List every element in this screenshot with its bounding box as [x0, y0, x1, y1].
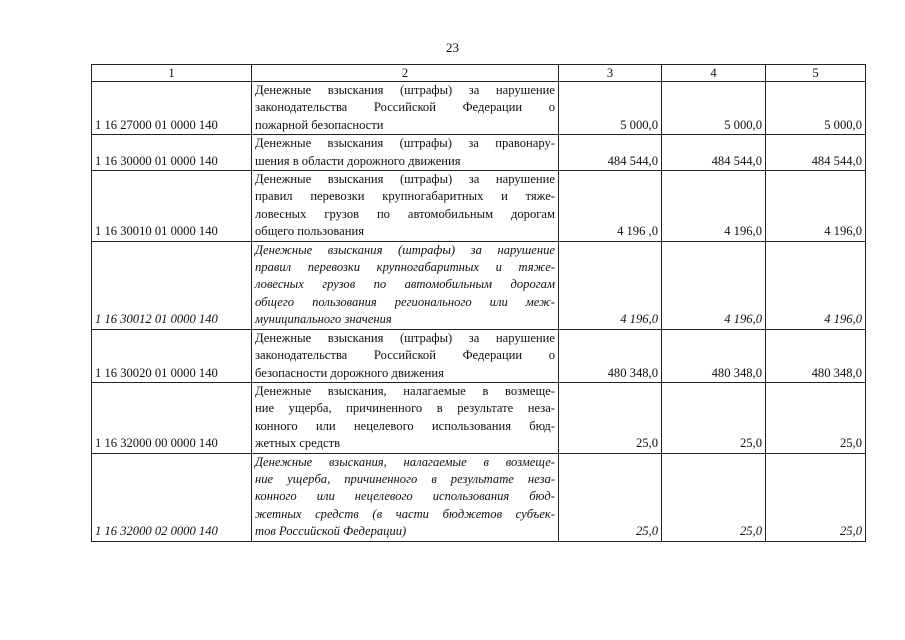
description-cell — [252, 241, 559, 329]
table-row — [92, 329, 866, 382]
description-line: правил перевозки крупногабаритных и тяже- — [255, 260, 555, 275]
description-line: Денежные взыскания, налагаемые в возмеще- — [255, 454, 555, 469]
amount-cell: 5 000,0 — [559, 82, 662, 135]
amount-cell: 4 196,0 — [766, 171, 866, 242]
budget-code-cell: 1 16 30000 01 0000 140 — [92, 135, 252, 171]
description-cell — [252, 329, 559, 382]
amount-cell: 480 348,0 — [559, 329, 662, 382]
table-row — [92, 82, 866, 135]
amount-cell: 4 196,0 — [559, 241, 662, 329]
amount-cell: 4 196,0 — [662, 241, 766, 329]
table-row — [92, 241, 866, 329]
budget-code-cell: 1 16 30010 01 0000 140 — [92, 171, 252, 242]
description-line: общего пользования — [255, 224, 365, 239]
column-header: 1 — [92, 65, 252, 82]
table-row — [92, 171, 866, 242]
amount-cell: 484 544,0 — [766, 135, 866, 171]
table-body — [92, 82, 866, 542]
column-header: 3 — [559, 65, 662, 82]
description-line: законодательства Российской Федерации о — [255, 348, 555, 363]
description-line: шения в области дорожного движения — [255, 153, 461, 168]
amount-cell: 484 544,0 — [662, 135, 766, 171]
description-line: муниципального значения — [255, 312, 392, 327]
description-line: ние ущерба, причиненного в результате неза- — [255, 401, 555, 416]
description-line: Денежные взыскания (штрафы) за нарушение — [255, 330, 555, 345]
budget-code-cell: 1 16 32000 00 0000 140 — [92, 382, 252, 453]
description-line: Денежные взыскания, налагаемые в возмеще- — [255, 383, 555, 398]
amount-cell: 5 000,0 — [662, 82, 766, 135]
table-row — [92, 453, 866, 541]
description-cell — [252, 171, 559, 242]
description-line: Денежные взыскания (штрафы) за нарушение — [255, 242, 555, 257]
budget-code-cell: 1 16 27000 01 0000 140 — [92, 82, 252, 135]
amount-cell: 480 348,0 — [662, 329, 766, 382]
description-line: конного или нецелевого использования бюд- — [255, 489, 555, 504]
description-line: законодательства Российской Федерации о — [255, 100, 555, 115]
description-line: правил перевозки крупногабаритных и тяже- — [255, 189, 555, 204]
amount-cell: 25,0 — [559, 382, 662, 453]
description-line: тов Российской Федерации) — [255, 524, 407, 539]
description-line: конного или нецелевого использования бюд- — [255, 418, 555, 433]
table-row — [92, 135, 866, 171]
amount-cell: 25,0 — [662, 382, 766, 453]
budget-code-cell: 1 16 32000 02 0000 140 — [92, 453, 252, 541]
column-header: 5 — [766, 65, 866, 82]
page-number: 23 — [446, 40, 459, 55]
description-line: жетных средств (в части бюджетов субъек- — [255, 506, 555, 521]
amount-cell: 4 196,0 — [662, 171, 766, 242]
amount-cell: 480 348,0 — [766, 329, 866, 382]
description-line: жетных средств — [255, 436, 341, 451]
budget-code-cell: 1 16 30020 01 0000 140 — [92, 329, 252, 382]
amount-cell: 4 196,0 — [766, 241, 866, 329]
description-cell — [252, 135, 559, 171]
budget-table — [91, 64, 866, 542]
table-header-row — [92, 65, 866, 82]
description-line: пожарной безопасности — [255, 117, 384, 132]
description-cell — [252, 382, 559, 453]
description-line: Денежные взыскания (штрафы) за нарушение — [255, 83, 555, 97]
description-line: Денежные взыскания (штрафы) за нарушение — [255, 172, 555, 187]
column-header: 2 — [252, 65, 559, 82]
amount-cell: 484 544,0 — [559, 135, 662, 171]
amount-cell: 5 000,0 — [766, 82, 866, 135]
description-line: общего пользования регионального или меж- — [255, 294, 555, 309]
table-row — [92, 382, 866, 453]
description-cell — [252, 453, 559, 541]
description-line: ловесных грузов по автомобильным дорогам — [255, 277, 555, 292]
description-line: Денежные взыскания (штрафы) за правонару- — [255, 136, 555, 151]
description-line: ловесных грузов по автомобильным дорогам — [255, 206, 555, 221]
description-line: ние ущерба, причиненного в результате неза- — [255, 471, 555, 486]
column-header: 4 — [662, 65, 766, 82]
description-cell — [252, 82, 559, 135]
amount-cell: 4 196 ,0 — [559, 171, 662, 242]
amount-cell: 25,0 — [766, 453, 866, 541]
amount-cell: 25,0 — [559, 453, 662, 541]
amount-cell: 25,0 — [662, 453, 766, 541]
amount-cell: 25,0 — [766, 382, 866, 453]
budget-code-cell: 1 16 30012 01 0000 140 — [92, 241, 252, 329]
description-line: безопасности дорожного движения — [255, 365, 444, 380]
